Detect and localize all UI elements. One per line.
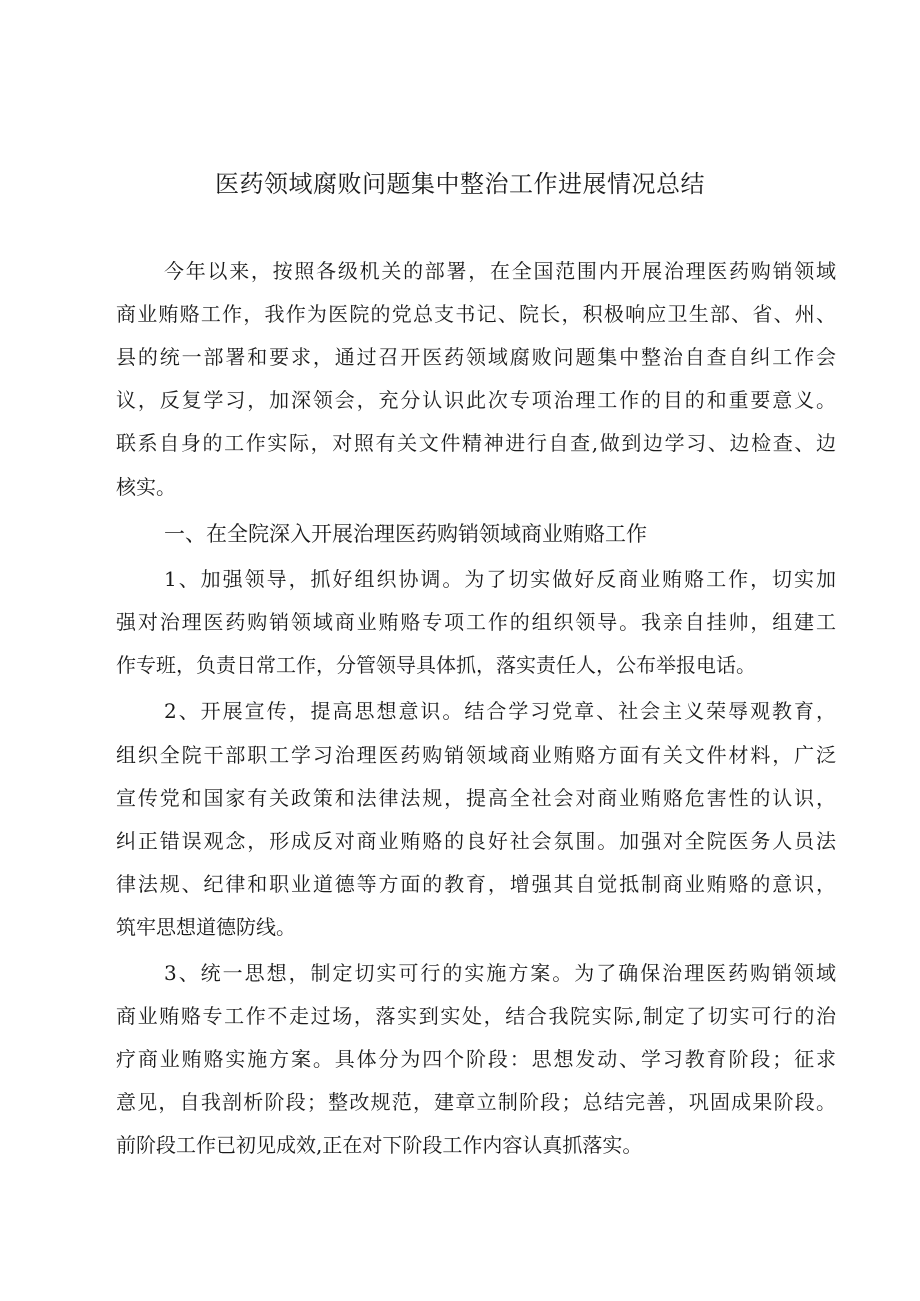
intro-line: 核实。 [116, 475, 176, 499]
item3-line: 意见，自我剖析阶段；整改规范，建章立制阶段；总结完善，巩固成果阶段。 [116, 1090, 836, 1114]
item1-line: 作专班，负责日常工作，分管领导具体抓，落实责任人，公布举报电话。 [116, 653, 756, 677]
item3-line: 疗商业贿赂实施方案。具体分为四个阶段：思想发动、学习教育阶段；征求 [116, 1047, 836, 1071]
intro-line: 议，反复学习，加深领会，充分认识此次专项治理工作的目的和重要意义。 [116, 388, 836, 412]
item2-line: 组织全院干部职工学习治理医药购销领域商业贿赂方面有关文件材料，广泛 [116, 743, 836, 767]
item1-line: 强对治理医药购销领域商业贿赂专项工作的组织领导。我亲自挂帅，组建工 [116, 610, 836, 634]
item3-line: 商业贿赂专工作不走过场，落实到实处，结合我院实际,制定了切实可行的治 [116, 1004, 836, 1028]
item3-line: 3、统一思想，制定切实可行的实施方案。为了确保治理医药购销领域 [164, 961, 836, 985]
item2-line: 筑牢思想道德防线。 [116, 915, 296, 939]
intro-line: 联系自身的工作实际，对照有关文件精神进行自查,做到边学习、边检查、边 [116, 431, 836, 455]
item2-line: 宣传党和国家有关政策和法律法规，提高全社会对商业贿赂危害性的认识， [116, 786, 836, 810]
intro-line: 商业贿赂工作，我作为医院的党总支书记、院长，积极响应卫生部、省、州、 [116, 302, 836, 326]
section-heading: 一、在全院深入开展治理医药购销领域商业贿赂工作 [164, 522, 647, 546]
item2-line: 2、开展宣传，提高思想意识。结合学习党章、社会主义荣辱观教育， [164, 699, 836, 723]
item2-line: 律法规、纪律和职业道德等方面的教育，增强其自觉抵制商业贿赂的意识， [116, 872, 836, 896]
item2-line: 纠正错误观念，形成反对商业贿赂的良好社会氛围。加强对全院医务人员法 [116, 829, 836, 853]
intro-line: 县的统一部署和要求，通过召开医药领域腐败问题集中整治自查自纠工作会 [116, 345, 836, 369]
item1-line: 1、加强领导，抓好组织协调。为了切实做好反商业贿赂工作，切实加 [164, 567, 836, 591]
intro-line: 今年以来，按照各级机关的部署，在全国范围内开展治理医药购销领域 [164, 259, 836, 283]
item3-line: 前阶段工作已初见成效,正在对下阶段工作内容认真抓落实。 [116, 1133, 643, 1157]
document-title: 医药领域腐败问题集中整治工作进展情况总结 [215, 170, 705, 198]
